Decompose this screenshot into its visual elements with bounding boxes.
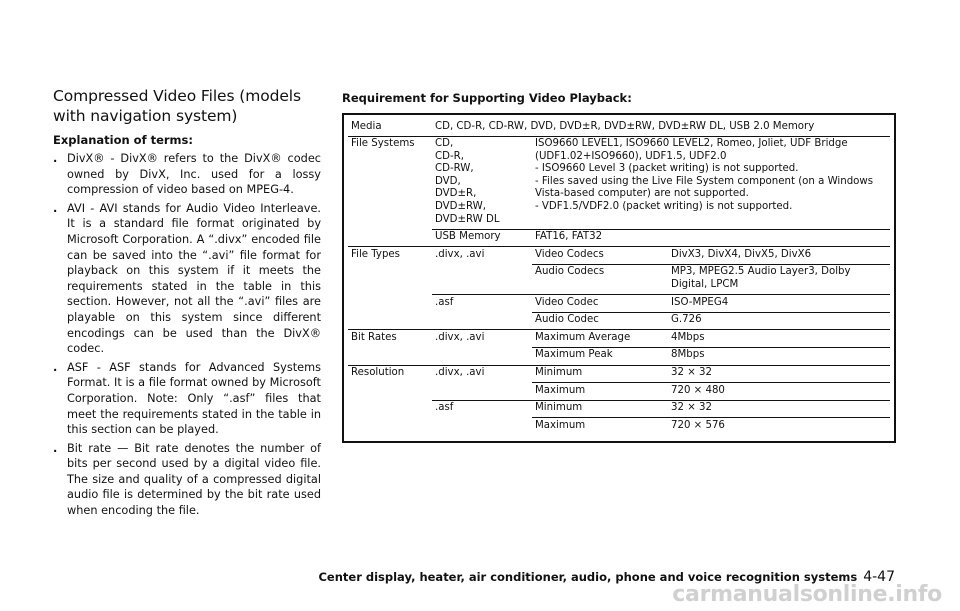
ft-divx: .divx, .avi <box>432 247 532 295</box>
br-max-average: Maximum Average <box>532 330 668 348</box>
terms-heading: Explanation of terms: <box>53 133 193 147</box>
ft-video-codecs: Video Codecs <box>532 247 668 265</box>
res-maximum-value: 720 × 480 <box>668 383 890 401</box>
res-minimum-asf-value: 32 × 32 <box>668 400 890 418</box>
ft-audio-codec-value: G.726 <box>668 312 890 330</box>
table-row <box>348 136 890 229</box>
list-item: . ASF - ASF stands for Advanced Systems Format. It is a file format owned by Microsoft Corporation. Note: Only “.asf” files that meet the requirements stated in the table in this section can be played. <box>53 360 321 437</box>
footer-chapter: Center display, heater, air conditioner, audio, phone and voice recognition systems <box>318 570 858 584</box>
list-item: . Bit rate — Bit rate denotes the number of bits per second used by a digital video file. The size and quality of a compressed digital audio file is determined by the bit rate used when encoding the file. <box>53 441 321 518</box>
br-max-average-value: 4Mbps <box>668 330 890 348</box>
br-divx: .divx, .avi <box>432 330 532 365</box>
ft-video-codec-value: ISO-MPEG4 <box>668 295 890 313</box>
list-item: . AVI - AVI stands for Audio Video Interleave. It is a standard file format originated by Microsoft Corporation. A “.divx” encoded file can be saved into the “.avi” file format for playback on this system if it meets the requirements stated in the table in this section. However, not all the “.avi” files are playable on this system since different encodings can be used than the DivX® codec. <box>53 201 321 356</box>
row-label-media: Media <box>351 120 382 132</box>
row-label-resolution: Resolution <box>348 365 432 435</box>
br-max-peak: Maximum Peak <box>532 347 668 365</box>
ft-asf: .asf <box>432 295 532 330</box>
bullet-mark: . <box>53 201 58 215</box>
media-value: CD, CD-R, CD-RW, DVD, DVD±R, DVD±RW, DVD±RW DL, USB 2.0 Memory <box>435 120 815 132</box>
usb-label: USB Memory <box>432 229 532 247</box>
requirements-table-box <box>342 113 896 443</box>
bullet-mark: . <box>53 152 58 165</box>
terms-list <box>53 151 321 519</box>
requirements-table <box>348 119 890 435</box>
res-divx: .divx, .avi <box>432 365 532 400</box>
usb-value: FAT16, FAT32 <box>532 229 890 247</box>
ft-video-codec: Video Codec <box>532 295 668 313</box>
list-item: . DivX® - DivX® refers to the DivX® codec owned by DivX, Inc. used for a lossy compression of video based on MPEG-4. <box>53 152 321 197</box>
res-minimum: Minimum <box>532 365 668 383</box>
res-maximum-asf: Maximum <box>532 418 668 435</box>
table-row <box>348 247 890 265</box>
table-row <box>348 330 890 348</box>
res-maximum-asf-value: 720 × 576 <box>668 418 890 435</box>
bullet-mark: . <box>53 360 58 374</box>
row-label-file-systems: File Systems <box>348 136 432 247</box>
row-label-bit-rates: Bit Rates <box>348 330 432 365</box>
ft-video-codecs-value: DivX3, DivX4, DivX5, DivX6 <box>668 247 890 265</box>
table-row <box>348 119 890 136</box>
res-minimum-asf: Minimum <box>532 400 668 418</box>
ft-audio-codecs-value: MP3, MPEG2.5 Audio Layer3, Dolby Digital, LPCM <box>668 264 890 294</box>
requirements-heading: Requirement for Supporting Video Playback: <box>342 91 632 105</box>
watermark: carmanualsonline.info <box>672 582 942 607</box>
right-column <box>342 91 894 443</box>
ft-audio-codec: Audio Codec <box>532 312 668 330</box>
row-label-file-types: File Types <box>348 247 432 330</box>
table-row <box>348 365 890 383</box>
res-minimum-value: 32 × 32 <box>668 365 890 383</box>
left-column <box>53 86 321 522</box>
fs-value: ISO9660 LEVEL1, ISO9660 LEVEL2, Romeo, Joliet, UDF Bridge (UDF1.02+ISO9660), UDF1.5, UDF2.0 - ISO9660 Level 3 (packet writing) is not supported. - Files saved using the Live File System component (on a Windows Vista-based computer) are not supported. - VDF1.5/VDF2.0 (packet writing) is not supported. <box>532 136 890 229</box>
page-number: 4-47 <box>863 569 895 585</box>
fs-media-list: CD, CD-R, CD-RW, DVD, DVD±R, DVD±RW, DVD±RW DL <box>432 136 532 229</box>
res-asf: .asf <box>432 400 532 435</box>
br-max-peak-value: 8Mbps <box>668 347 890 365</box>
bullet-mark: . <box>53 441 58 455</box>
res-maximum: Maximum <box>532 383 668 401</box>
ft-audio-codecs: Audio Codecs <box>532 264 668 294</box>
section-title: Compressed Video Files (models with navigation system) <box>53 87 301 125</box>
